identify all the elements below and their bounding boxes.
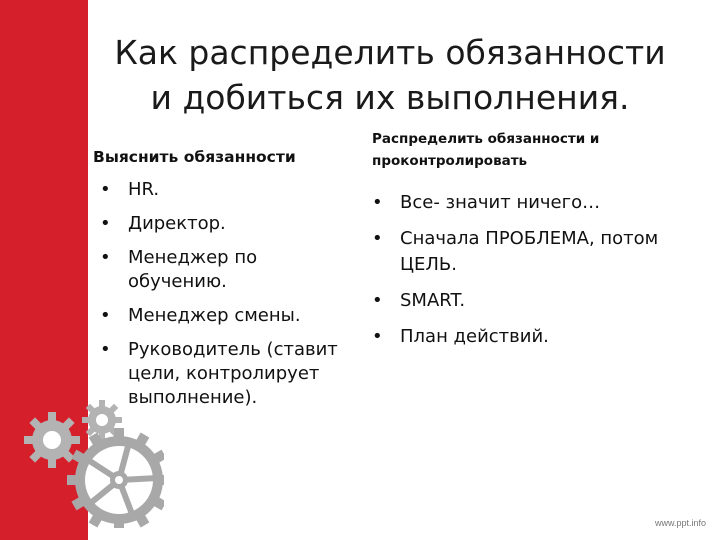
- right-bullet-list: [372, 190, 672, 360]
- list-item: • Сначала ПРОБЛЕМА, потом ЦЕЛЬ.: [372, 226, 672, 278]
- gears-illustration: [14, 398, 164, 528]
- gear-icon: [24, 412, 80, 468]
- list-item: • План действий.: [372, 324, 672, 350]
- right-column-heading: Распределить обязанности и проконтролировать: [372, 131, 600, 169]
- gear-icon: [67, 428, 164, 528]
- list-item: • Директор.: [100, 212, 350, 236]
- footer-watermark: www.ppt.info: [654, 518, 706, 528]
- slide-title: Как распределить обязанности и добиться их выполнения.: [114, 33, 666, 117]
- left-column-heading: Выяснить обязанности: [93, 148, 296, 166]
- list-item: • Менеджер смены.: [100, 304, 350, 328]
- list-item: • Руководитель (ставит цели, контролирует выполнение).: [100, 338, 350, 410]
- list-item: • Все- значит ничего…: [372, 190, 672, 216]
- list-item: • HR.: [100, 178, 350, 202]
- list-item: • SMART.: [372, 288, 672, 314]
- left-bullet-list: [100, 178, 350, 420]
- list-item: • Менеджер по обучению.: [100, 246, 350, 294]
